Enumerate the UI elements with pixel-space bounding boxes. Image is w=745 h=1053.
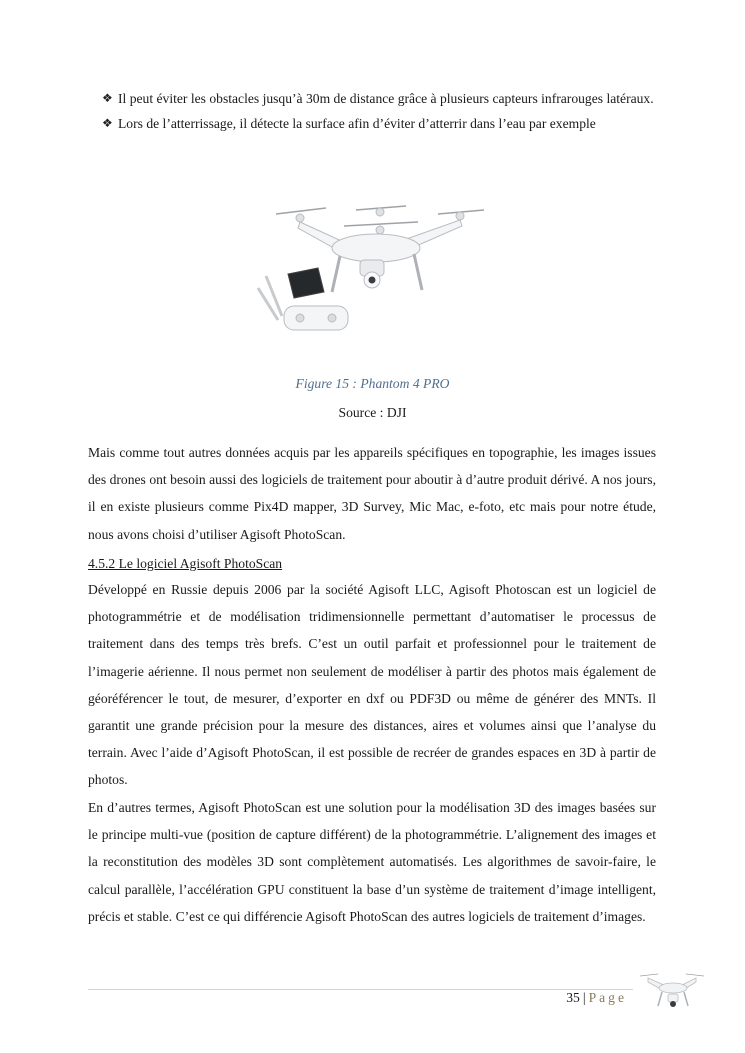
page-number: 35 [566, 990, 580, 1005]
bullet-text: Lors de l’atterrissage, il détecte la surface afin d’éviter d’atterrir dans l’eau par exemple [118, 116, 596, 131]
section-heading: 4.5.2 Le logiciel Agisoft PhotoScan [88, 556, 283, 571]
diamond-bullet-icon: ❖ [102, 91, 113, 105]
footer-divider [88, 989, 633, 990]
page-label: Page [588, 990, 627, 1005]
paragraph-agisoft-summary: En d’autres termes, Agisoft PhotoScan est une solution pour la modélisation 3D des images basées sur le principe multi-vue (position de capture différent) de la photogrammétrie. L’alignement des images et la reconstitution des modèles 3D sont complètement automatisés. Les algorithmes de savoir-faire, le calcul parallèle, l’accélération GPU constituent la base d’un système de traitement d’image intelligent, précis et stable. C’est ce qui différencie Agisoft PhotoScan des autres logiciels de traitement d’images. [88, 800, 656, 924]
bullet-list [88, 86, 656, 136]
figure-caption: Figure 15 : Phantom 4 PRO [295, 376, 450, 391]
figure-source: Source : DJI [338, 405, 407, 420]
paragraph-intro: Mais comme tout autres données acquis par les appareils spécifiques en topographie, les images issues des drones ont besoin aussi des logiciels de traitement pour aboutir à d’autre produit dérivé. A nos jours, il en existe plusieurs comme Pix4D mapper, 3D Survey, Mic Mac, e-foto, etc mais pour notre étude, nous avons choisi d’utiliser Agisoft PhotoScan. [88, 445, 656, 542]
footer-separator: | [582, 990, 586, 1005]
bullet-text: Il peut éviter les obstacles jusqu’à 30m de distance grâce à plusieurs capteurs infrarouges latéraux. [118, 91, 654, 106]
bullet-item [88, 111, 656, 136]
bullet-item [88, 86, 656, 111]
phantom-drone-figure [248, 196, 488, 346]
paragraph-agisoft-description: Développé en Russie depuis 2006 par la société Agisoft LLC, Agisoft Photoscan est un logiciel de photogrammétrie et de modélisation tridimensionnelle permettant d’automatiser le processus de traitement dans des temps très brefs. C’est un outil parfait et professionnel pour le traitement de l’imagerie aérienne. Il nous permet non seulement de modéliser à partir des photos mais également de géoréférencer le tout, de mesurer, d’exporter en dxf ou PDF3D ou même de générer des MNTs. Il garantit une grande précision pour la mesure des distances, aires et volumes ainsi que l’analyse du terrain. Avec l’aide d’Agisoft PhotoScan, il est possible de recréer de grandes espaces en 3D à partir de photos. [88, 582, 656, 788]
diamond-bullet-icon: ❖ [102, 116, 113, 130]
page-footer [566, 990, 627, 1006]
footer-drone-icon [636, 966, 708, 1020]
